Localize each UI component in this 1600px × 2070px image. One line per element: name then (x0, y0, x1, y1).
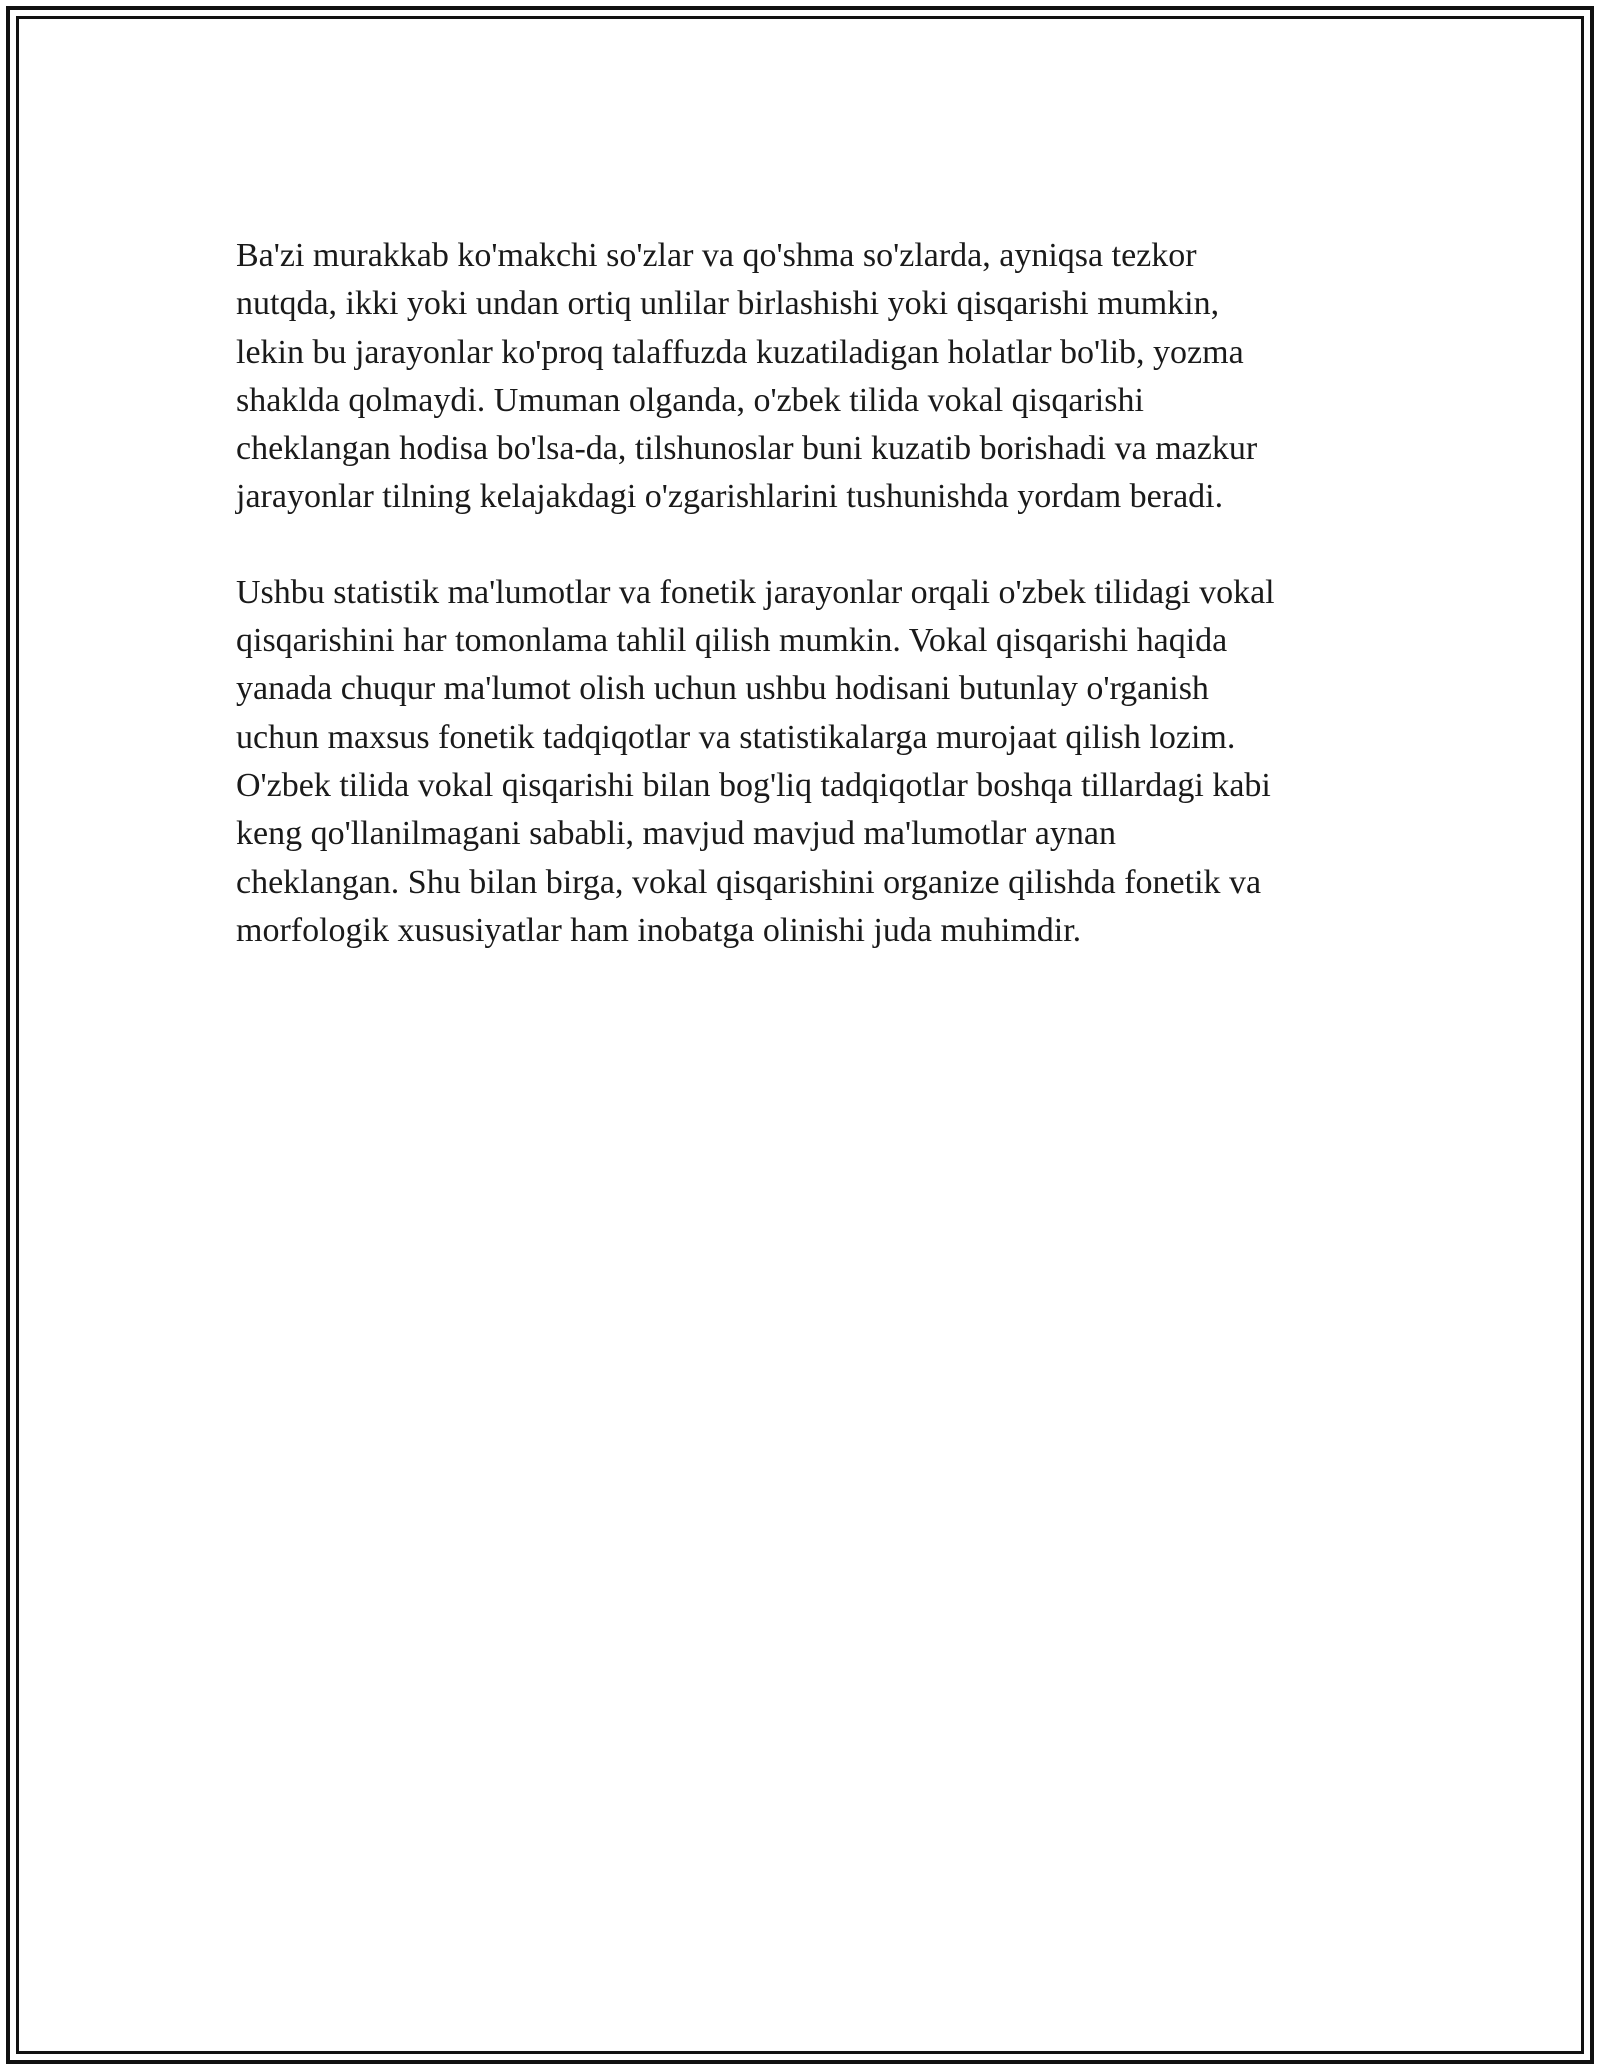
paragraph-1 (236, 232, 1364, 522)
text-line: morfologik xususiyatlar ham inobatga olinishi juda muhimdir. (236, 911, 1082, 949)
text-line: qisqarishini har tomonlama tahlil qilish mumkin. Vokal qisqarishi haqida (236, 622, 1228, 660)
text-line: shaklda qolmaydi. Umuman olganda, o'zbek tilida vokal qisqarishi (236, 381, 1144, 419)
paragraph-2 (236, 569, 1364, 955)
text-line: lekin bu jarayonlar ko'proq talaffuzda kuzatiladigan holatlar bo'lib, yozma (236, 333, 1244, 371)
text-line: uchun maxsus fonetik tadqiqotlar va statistikalarga murojaat qilish lozim. (236, 718, 1236, 756)
text-line: jarayonlar tilning kelajakdagi o'zgarishlarini tushunishda yordam beradi. (236, 478, 1224, 516)
document-body (236, 232, 1364, 955)
text-line: yanada chuqur ma'lumot olish uchun ushbu hodisani butunlay o'rganish (236, 670, 1209, 708)
text-line: Ba'zi murakkab ko'makchi so'zlar va qo'shma so'zlarda, ayniqsa tezkor (236, 237, 1197, 274)
text-line: cheklangan hodisa bo'lsa-da, tilshunoslar buni kuzatib borishadi va mazkur (236, 430, 1258, 468)
text-line: O'zbek tilida vokal qisqarishi bilan bog'liq tadqiqotlar boshqa tillardagi kabi (236, 766, 1271, 804)
text-line: nutqda, ikki yoki undan ortiq unlilar birlashishi yoki qisqarishi mumkin, (236, 285, 1220, 323)
text-line: keng qo'llanilmagani sababli, mavjud mavjud ma'lumotlar aynan (236, 815, 1116, 853)
text-line: Ushbu statistik ma'lumotlar va fonetik jarayonlar orqali o'zbek tilidagi vokal (236, 573, 1275, 611)
text-line: cheklangan. Shu bilan birga, vokal qisqarishini organize qilishda fonetik va (236, 863, 1262, 901)
